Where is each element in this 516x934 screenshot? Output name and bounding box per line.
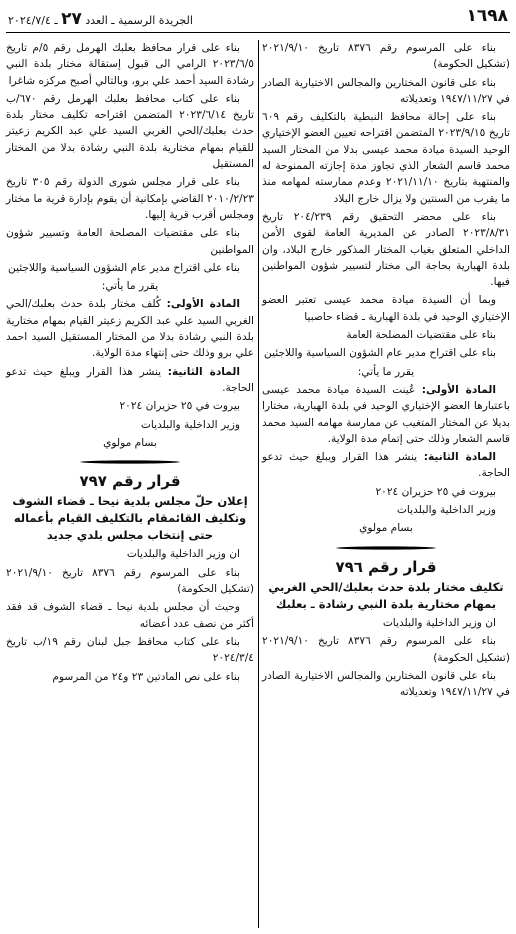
decides-heading: يقرر ما يأتي: [357,365,415,378]
article-label: المادة الأولى: [421,383,496,396]
decides-heading: يقرر ما يأتي: [101,280,159,293]
page-number: ١٦٩٨ [466,6,508,26]
decision-subject: إعلان حلّ مجلس بلدية نيحا ـ قضاء الشوف وتكليف القائمقام بالتكليف القيام بأعماله حتى إنتخاب مجلس بلدي جديد [12,494,248,543]
section-separator [336,543,436,553]
issue-number: ٢٧ [61,9,82,29]
article-text: ينشر هذا القرار ويبلغ حيث تدعو الحاجة. [262,451,510,480]
article-2 [262,449,510,482]
header-rule [6,32,510,33]
gazette-name: الجريدة الرسمية ـ العدد [85,14,193,27]
article-2 [6,364,254,397]
left-column [6,40,254,687]
column-divider [258,40,259,928]
gazette-title [8,9,193,29]
paragraph: بناء على مقتضيات المصلحة العامة [346,329,496,342]
signature-date: بيروت في ٢٥ حزيران ٢٠٢٤ [375,485,496,498]
signature-title: وزير الداخلية والبلديات [140,418,240,431]
paragraph: بناء على قرار محافظ بعلبك الهرمل رقم ٥/م تاريخ ٢٠٢٣/٦/٥ الرامي الى قبول إستقالة مختار بلدة النبي رشادة السيد أحمد علي برو، وبالتالي أصبح مركزه شاغرا [6,42,254,87]
decision-title: قرار رقم ٧٩٦ [335,557,437,576]
signature-name: بسام مولوي [103,436,157,449]
decision-subject: تكليف مختار بلدة حدث بعلبك/الحي الغربي بمهام مختارية بلدة النبي رشادة ـ بعلبك [268,579,504,611]
decision-title: قرار رقم ٧٩٧ [79,472,181,491]
article-text: عُينت السيدة ميادة محمد عيسى باعتبارها العضو الإختياري الوحيد في بلدة الهبارية، مختارا بديلا عن المختار المتغيب عن ممارسة مهامه السيد محمد قاسم الشعار وذلك حتى إتمام مدة الولاية. [262,383,510,445]
paragraph: بناء على المرسوم رقم ٨٣٧٦ تاريخ ٢٠٢١/٩/١٠ (تشكيل الحكومة) [262,635,510,664]
section-separator [80,457,180,467]
article-text: كُلف مختار بلدة حدث بعلبك/الحي الغربي السيد علي عبد الكريم زعيتر القيام بمهام مختارية بلدة النبي رشادة بدلا من المختار المستقيل السيد احمد علي برو وذلك حتى إنتهاء مدة الولاية. [6,298,254,360]
paragraph: بناء على اقتراح مدير عام الشؤون السياسية واللاجئين [8,261,240,274]
article-text: ينشر هذا القرار ويبلغ حيث تدعو الحاجة. [6,365,254,394]
right-column [262,40,510,702]
article-label: المادة الثانية: [423,451,496,464]
paragraph: بناء على كتاب محافظ جبل لبنان رقم ١٩/ب تاريخ ٢٠٢٤/٣/٤ [6,635,254,665]
signature-date: بيروت في ٢٥ حزيران ٢٠٢٤ [119,400,240,413]
issue-date: ـ ٢٠٢٤/٧/٤ [8,14,58,27]
paragraph: بناء على إحالة محافظ النبطية بالتكليف رقم ٦٠٩ تاريخ ٢٠٢٣/٩/١٥ المتضمن اقتراحه تعيين العضو الإختياري الوحيد السيدة ميادة محمد عيسى بدلا من المختار السيد محمد قاسم الشعار الذي تجاوز مدة إجازته الممنوحة له والمنتهية بتاريخ ٢٠٢١/١١/١٠ وعدم ممارسته لمهامه منذ ما يقرب من السنتين ولا يزال خارج البلاد [262,111,510,205]
paragraph: بناء على اقتراح مدير عام الشؤون السياسية واللاجئين [264,347,496,360]
page-header [6,6,510,28]
paragraph: ان وزير الداخلية والبلديات [126,548,240,561]
article-label: المادة الثانية: [167,365,240,378]
paragraph: وحيث أن مجلس بلدية نيحا ـ قضاء الشوف قد فقد أكثر من نصف عدد أعضائه [6,601,254,630]
paragraph: ان وزير الداخلية والبلديات [382,616,496,629]
article-1 [6,296,254,361]
paragraph: بناء على المرسوم رقم ٨٣٧٦ تاريخ ٢٠٢١/٩/١٠ (تشكيل الحكومة) [262,42,510,71]
article-1 [262,382,510,447]
signature-name: بسام مولوي [359,522,413,535]
paragraph: بناء على المرسوم رقم ٨٣٧٦ تاريخ ٢٠٢١/٩/١٠ (تشكيل الحكومة) [6,566,254,596]
paragraph: بناء على قرار مجلس شورى الدولة رقم ٣٠٥ تاريخ ٢٠١٠/٢/٢٣ القاضي بإمكانية أن يقوم بإدارة قرية ما مختار ومجلس أقرب قرية إليها. [6,176,254,221]
paragraph: بناء على نص المادتين ٢٣ و٢٤ من المرسوم [52,670,240,683]
paragraph: وبما أن السيدة ميادة محمد عيسى تعتبر العضو الإختياري الوحيد في بلدة الهبارية ـ قضاء حاصبيا [262,294,510,323]
paragraph: بناء على كتاب محافظ بعلبك الهرمل رقم ٦٧٠/ب تاريخ ٢٠٢٣/٦/١٤ المتضمن اقتراحه تكليف مختار بلدة حدث بعلبك/الحي الغربي السيد علي عبد الكريم زعيتر للقيام بمهام مختارية بلدة النبي رشادة بدلا من المختار المستقيل [6,92,254,171]
signature-title: وزير الداخلية والبلديات [396,504,496,517]
article-label: المادة الأولى: [166,298,241,311]
paragraph: بناء على مقتضيات المصلحة العامة وتسيير شؤون المواطنين [6,227,254,256]
paragraph: بناء على محضر التحقيق رقم ٢٠٤/٢٣٩ تاريخ ٢٠٢٣/٨/٣١ الصادر عن المديرية العامة لقوى الأمن الداخلي المتعلق بغياب المختار المذكور خارج البلاد، وان بلدة الهبارية بحاجة الى مختار لتسيير شؤون المواطنين فيها. [262,210,510,289]
paragraph: بناء على قانون المختارين والمجالس الاختيارية الصادر في ١٩٤٧/١١/٢٧ وتعديلاته [262,669,510,699]
paragraph: بناء على قانون المختارين والمجالس الاختيارية الصادر في ١٩٤٧/١١/٢٧ وتعديلاته [262,76,510,105]
